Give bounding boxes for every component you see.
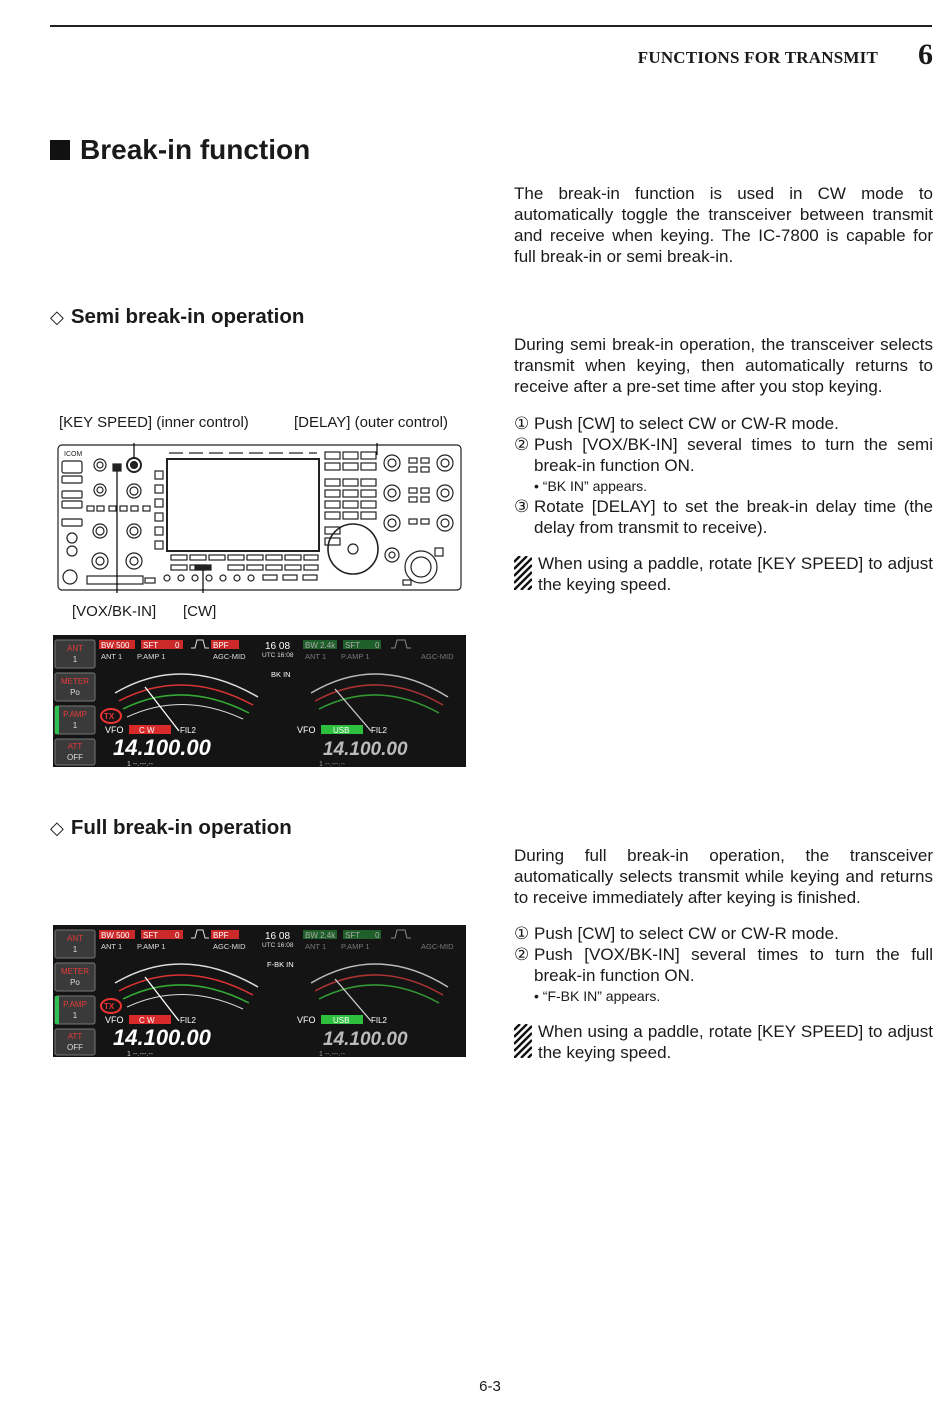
semi-step-2 [514, 434, 933, 476]
side-btn-3: P.AMP [63, 710, 87, 719]
main-vfo: VFO [105, 725, 124, 735]
callout-delay: [DELAY] (outer control) [294, 414, 448, 431]
full-step-2 [514, 944, 933, 986]
chapter-number: 6 [918, 38, 933, 71]
main-ant: ANT 1 [101, 652, 123, 661]
sub-bw: BW 2.4k [305, 641, 336, 650]
display-semi [53, 635, 466, 767]
full-steps [514, 923, 933, 1006]
main-memory: 1 --.---.-- [127, 761, 154, 767]
main-bpf: BPF [213, 931, 229, 940]
tx-indicator: TX [104, 1002, 115, 1011]
main-sft: SFT [143, 931, 159, 940]
step-number: ② [514, 435, 530, 454]
sub-sft: SFT [345, 931, 361, 940]
main-memory: 1 --.---.-- [127, 1051, 154, 1057]
callout-cw: [CW] [183, 603, 217, 620]
main-mode: C W [139, 726, 155, 735]
sub-ant: ANT 1 [305, 942, 327, 951]
callout-key-speed: [KEY SPEED] (inner control) [59, 414, 249, 431]
callout-vox: [VOX/BK-IN] [72, 603, 157, 620]
square-bullet-icon [50, 140, 70, 160]
full-bullet: • “F-BK IN” appears. [534, 988, 661, 1004]
sub-pamp: P.AMP 1 [341, 942, 370, 951]
header-rule [50, 25, 932, 27]
step-number: ② [514, 945, 530, 964]
step-text: Rotate [DELAY] to set the break-in delay time (the delay from transmit to receive). [534, 497, 933, 537]
break-in-status: F-BK IN [267, 960, 294, 969]
display-full-graphic [53, 925, 466, 1057]
side-btn-4-val: OFF [67, 1043, 83, 1052]
tx-indicator: TX [104, 712, 115, 721]
header-title: FUNCTIONS FOR TRANSMIT [637, 48, 878, 67]
full-description: During full break-in operation, the transceiver automatically selects transmit while keying and returns to receive immediately after keying is finished. [514, 846, 933, 907]
sub-mode: USB [333, 1016, 350, 1025]
step-number: ③ [514, 497, 530, 516]
display-full [53, 925, 466, 1057]
main-ant: ANT 1 [101, 942, 123, 951]
side-btn-2-val: Po [70, 688, 80, 697]
semi-note [514, 553, 933, 595]
sub-pamp: P.AMP 1 [341, 652, 370, 661]
main-bw: BW 500 [101, 641, 130, 650]
sub-memory: 1 --.---.-- [319, 761, 346, 767]
side-btn-1: ANT [67, 644, 83, 653]
step-text: Push [CW] to select CW or CW-R mode. [534, 924, 839, 943]
sub-ant: ANT 1 [305, 652, 327, 661]
section-title [50, 134, 310, 166]
step-number: ① [514, 414, 530, 433]
clock: 16 08 [265, 641, 291, 652]
note-icon [514, 556, 532, 590]
note-text: When using a paddle, rotate [KEY SPEED] to adjust the keying speed. [538, 1022, 933, 1062]
semi-bullet: • “BK IN” appears. [534, 478, 648, 494]
semi-step-3 [514, 496, 933, 538]
note-icon [514, 1024, 532, 1058]
intro-paragraph: The break-in function is used in CW mode to automatically toggle the transceiver between transmit and receive when keying. The IC-7800 is capable for full break-in or semi break-in. [514, 184, 933, 266]
main-bpf: BPF [213, 641, 229, 650]
sub-frequency: 14.100.00 [323, 1029, 408, 1050]
sub-sft-val: 0 [375, 641, 380, 650]
side-btn-2: METER [61, 967, 89, 976]
sub-vfo: VFO [297, 1015, 316, 1025]
sub-sft-val: 0 [375, 931, 380, 940]
sub-agc: AGC-MID [421, 942, 454, 951]
sub-fil: FIL2 [371, 1016, 388, 1025]
main-agc: AGC-MID [213, 942, 246, 951]
side-btn-4-val: OFF [67, 753, 83, 762]
side-btn-4: ATT [67, 1032, 83, 1041]
step-text: Push [CW] to select CW or CW-R mode. [534, 414, 839, 433]
main-frequency: 14.100.00 [113, 735, 211, 760]
break-in-status: BK IN [271, 670, 291, 679]
sub-vfo: VFO [297, 725, 316, 735]
step-text: Push [VOX/BK-IN] several times to turn the semi break-in function ON. [534, 435, 933, 475]
full-title: Full break-in operation [70, 816, 292, 839]
side-btn-1-val: 1 [72, 655, 78, 664]
side-btn-3-val: 1 [72, 721, 78, 730]
sub-frequency: 14.100.00 [323, 739, 408, 760]
clock: 16 08 [265, 931, 291, 942]
side-btn-1: ANT [67, 934, 83, 943]
panel-logo: ICOM [64, 451, 83, 458]
sub-bw: BW 2.4k [305, 931, 336, 940]
full-subheading [50, 816, 292, 840]
diamond-icon: ◇ [50, 306, 64, 327]
main-agc: AGC-MID [213, 652, 246, 661]
main-frequency: 14.100.00 [113, 1025, 211, 1050]
page-number: 6-3 [479, 1378, 501, 1395]
main-sft-val: 0 [175, 931, 180, 940]
sub-memory: 1 --.---.-- [319, 1051, 346, 1057]
note-text: When using a paddle, rotate [KEY SPEED] to adjust the keying speed. [538, 554, 933, 594]
semi-step-1 [514, 413, 933, 434]
side-btn-2-val: Po [70, 978, 80, 987]
side-btn-3-val: 1 [72, 1011, 78, 1020]
side-btn-2: METER [61, 677, 89, 686]
semi-steps [514, 413, 933, 538]
diamond-icon: ◇ [50, 817, 64, 838]
main-bw: BW 500 [101, 931, 130, 940]
side-btn-1-val: 1 [72, 945, 78, 954]
display-semi-graphic [53, 635, 466, 767]
sub-mode: USB [333, 726, 350, 735]
main-sft: SFT [143, 641, 159, 650]
step-text: Push [VOX/BK-IN] several times to turn the full break-in function ON. [534, 945, 933, 985]
transceiver-front-panel [57, 443, 463, 593]
main-mode: C W [139, 1016, 155, 1025]
side-btn-4: ATT [67, 742, 83, 751]
main-pamp: P.AMP 1 [137, 652, 166, 661]
utc-clock: UTC 16:08 [262, 942, 294, 949]
section-title-text: Break-in function [80, 134, 311, 165]
full-note [514, 1021, 933, 1063]
main-fil: FIL2 [180, 1016, 197, 1025]
semi-description: During semi break-in operation, the transceiver selects transmit when keying, then automatically returns to receive after a pre-set time after you stop keying. [514, 335, 933, 396]
step-number: ① [514, 924, 530, 943]
main-vfo: VFO [105, 1015, 124, 1025]
main-fil: FIL2 [180, 726, 197, 735]
sub-agc: AGC-MID [421, 652, 454, 661]
side-btn-3: P.AMP [63, 1000, 87, 1009]
sub-fil: FIL2 [371, 726, 388, 735]
semi-subheading [50, 305, 304, 329]
main-pamp: P.AMP 1 [137, 942, 166, 951]
full-step-1 [514, 923, 933, 944]
semi-title: Semi break-in operation [70, 305, 305, 328]
sub-sft: SFT [345, 641, 361, 650]
main-sft-val: 0 [175, 641, 180, 650]
utc-clock: UTC 16:08 [262, 652, 294, 659]
